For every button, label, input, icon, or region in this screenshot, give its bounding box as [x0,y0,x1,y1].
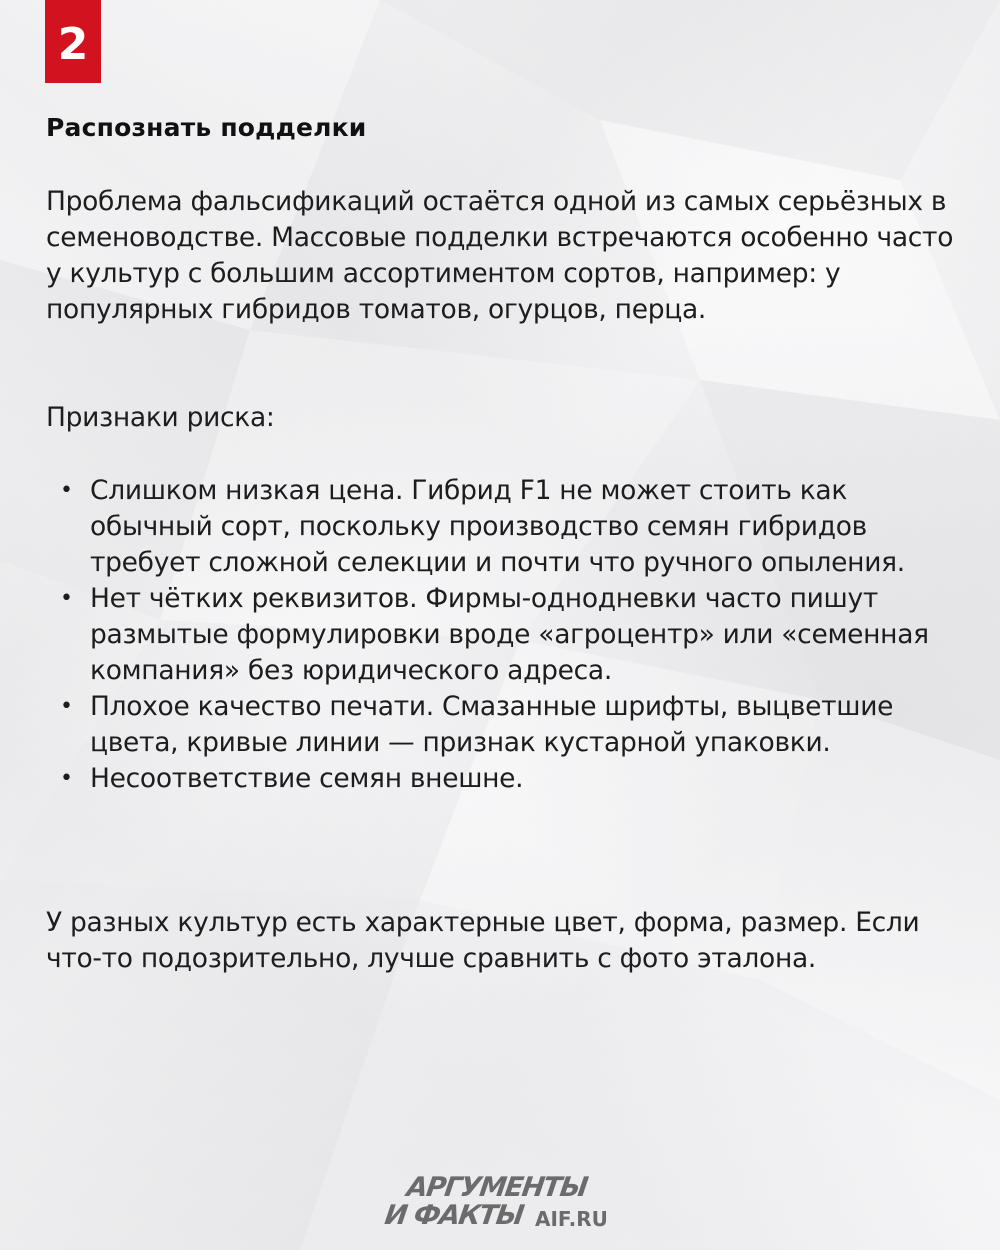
logo-site: AIF.RU [535,1207,608,1231]
risk-signs-list [46,473,966,797]
risk-signs-label: Признаки риска: [46,402,275,433]
risk-text: Несоответствие семян внешне. [90,763,524,794]
outro-paragraph: У разных культур есть характерные цвет, форма, размер. Если что-то подозрительно, лучше сравнить с фото эталона. [46,907,920,974]
bullet-icon: • [60,694,73,719]
risk-text: Плохое качество печати. Смазанные шрифты, выцветшие цвета, кривые линии — признак кустарной упаковки. [90,691,894,758]
bullet-icon: • [60,766,73,791]
intro-paragraph: Проблема фальсификаций остаётся одной из самых серьёзных в семеноводстве. Массовые подделки встречаются особенно часто у культур с большим ассортиментом сортов, например: у популярных гибридов томатов, огурцов, перца. [46,186,954,325]
list-item [46,761,966,797]
section-title: Распознать подделки [46,113,367,142]
list-item [46,689,966,761]
risk-text: Нет чётких реквизитов. Фирмы-однодневки часто пишут размытые формулировки вроде «агроцентр» или «семенная компания» без юридического адреса. [90,583,929,686]
bullet-icon: • [60,586,73,611]
bullet-icon: • [60,478,73,503]
logo-line-1: АРГУМЕНТЫ [404,1172,589,1203]
logo-line-2: И ФАКТЫ [382,1200,525,1231]
list-item [46,473,966,581]
slide-number-badge: 2 [45,0,101,83]
list-item [46,581,966,689]
aif-logo [382,1172,645,1234]
risk-text: Слишком низкая цена. Гибрид F1 не может стоить как обычный сорт, поскольку производство семян гибридов требует сложной селекции и почти что ручного опыления. [90,475,905,578]
